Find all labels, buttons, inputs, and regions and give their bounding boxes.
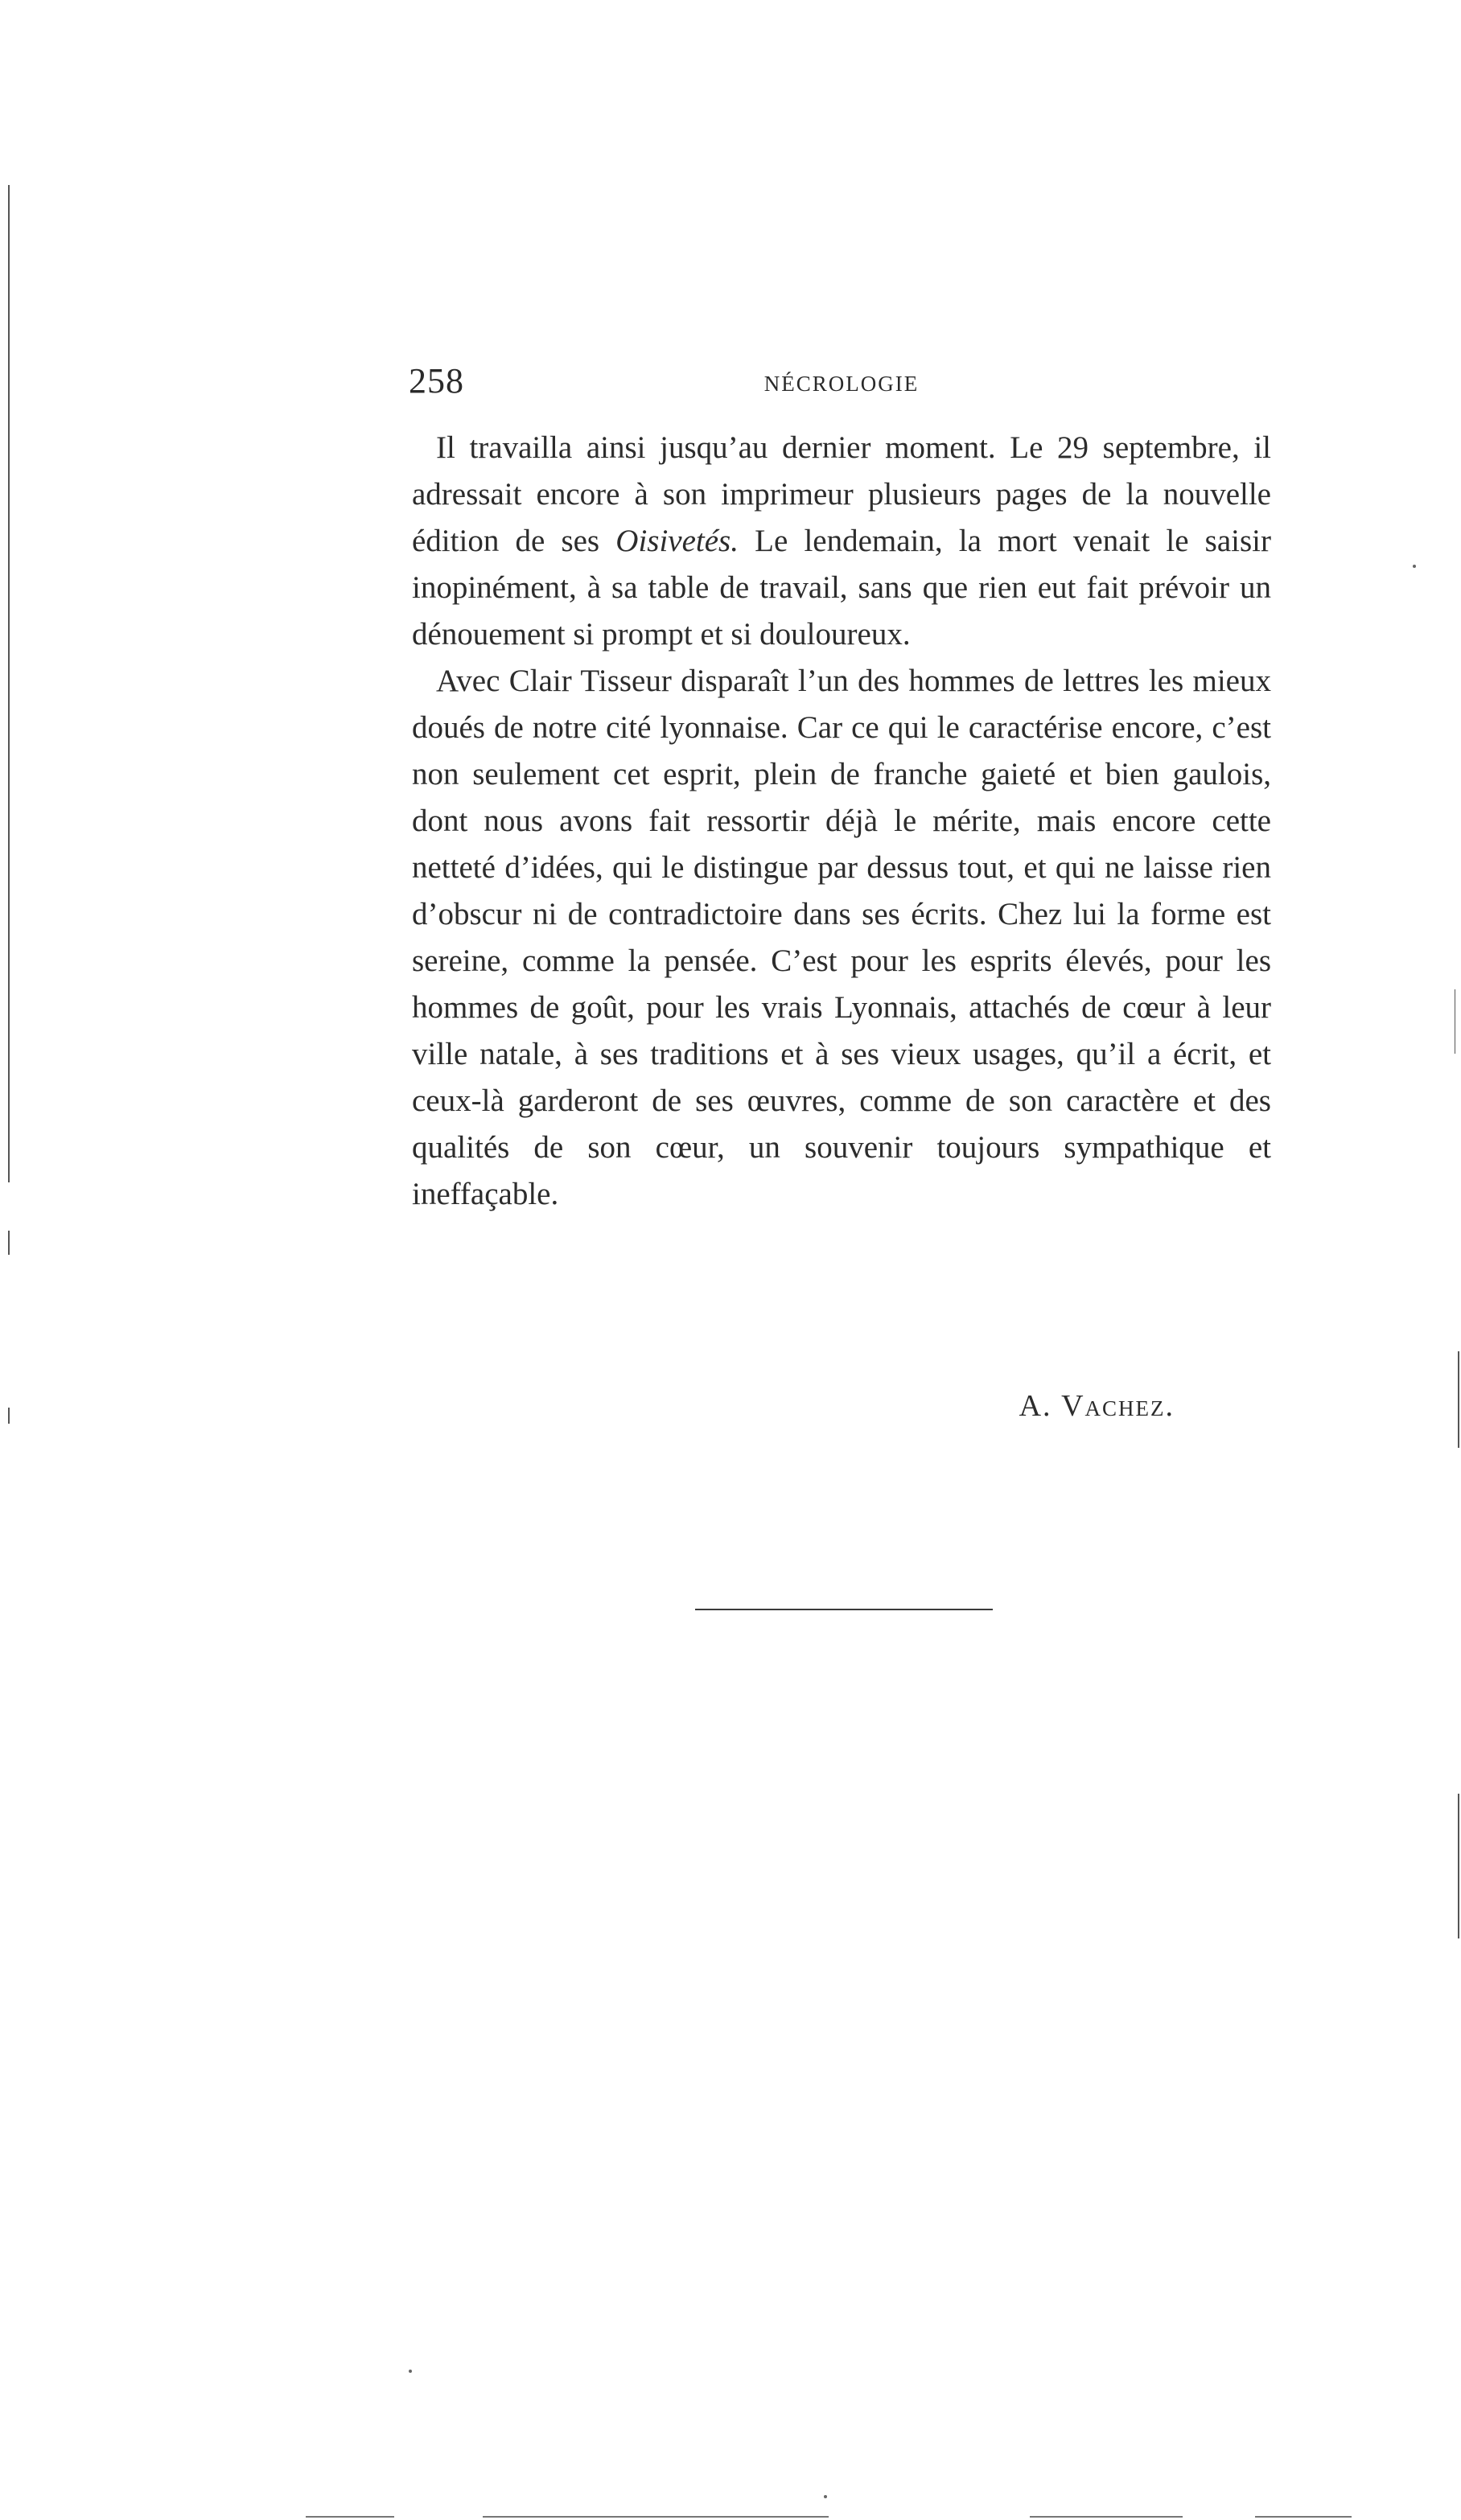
left-margin-scan-line (8, 185, 10, 1182)
scan-speck (409, 2370, 412, 2373)
left-margin-scan-mark (8, 1408, 10, 1424)
right-margin-scan-line (1458, 1351, 1459, 1448)
author-signature (909, 1388, 1175, 1424)
paragraph: Avec Clair Tisseur disparaît l’un des hommes de lettres les mieux doués de notre cité lyonnaise. Car ce qui le caractérise encore, c’est non seulement cet esprit, plein de franche gaieté et bien gaulois, dont nous avons fait ressortir déjà le mérite, mais encore cette netteté d’idées, qui le distingue par dessus tout, et qui ne laisse rien d’obscur ni de contradictoire dans ses écrits. Chez lui la forme est sereine, comme la pensée. C’est pour les esprits élevés, pour les hommes de goût, pour les vrais Lyonnais, attachés de cœur à leur ville natale, à ses traditions et à ses vieux usages, qu’il a écrit, et ceux-là garderont de ses œuvres, comme de son caractère et des qualités de son cœur, un souvenir toujours sympathique et ineffaçable. (412, 664, 1271, 1211)
closing-rule (695, 1609, 993, 1610)
bottom-scan-rule (1030, 2516, 1183, 2518)
section-title: NÉCROLOGIE (763, 372, 920, 396)
paragraph-text: Il travailla ainsi jusqu’au dernier moment. Le 29 septembre, il adressait encore à son imprimeur plusieurs pages de la nouvelle édition de ses (412, 430, 1271, 558)
scan-speck (824, 2495, 827, 2498)
left-margin-scan-mark (8, 1231, 10, 1255)
running-head (409, 360, 1274, 409)
book-title-italic: Oisivetés. (615, 524, 739, 558)
paragraph-text: Le lendemain, la mort venait le saisir inopinément, à sa table de travail, sans que rien eut fait prévoir un dénouement si prompt et si douloureux. (412, 524, 1271, 652)
page-number: 258 (409, 361, 464, 401)
bottom-scan-rule (1255, 2516, 1352, 2518)
body-text (412, 425, 1271, 1218)
right-margin-scan-line (1458, 1794, 1459, 1938)
bottom-scan-rule (483, 2516, 829, 2518)
signature-initial: A. (1019, 1389, 1052, 1423)
scan-speck (1413, 565, 1416, 568)
bottom-scan-rule (306, 2516, 394, 2518)
signature-surname: Vachez. (1061, 1389, 1175, 1423)
paragraph (412, 425, 1271, 658)
